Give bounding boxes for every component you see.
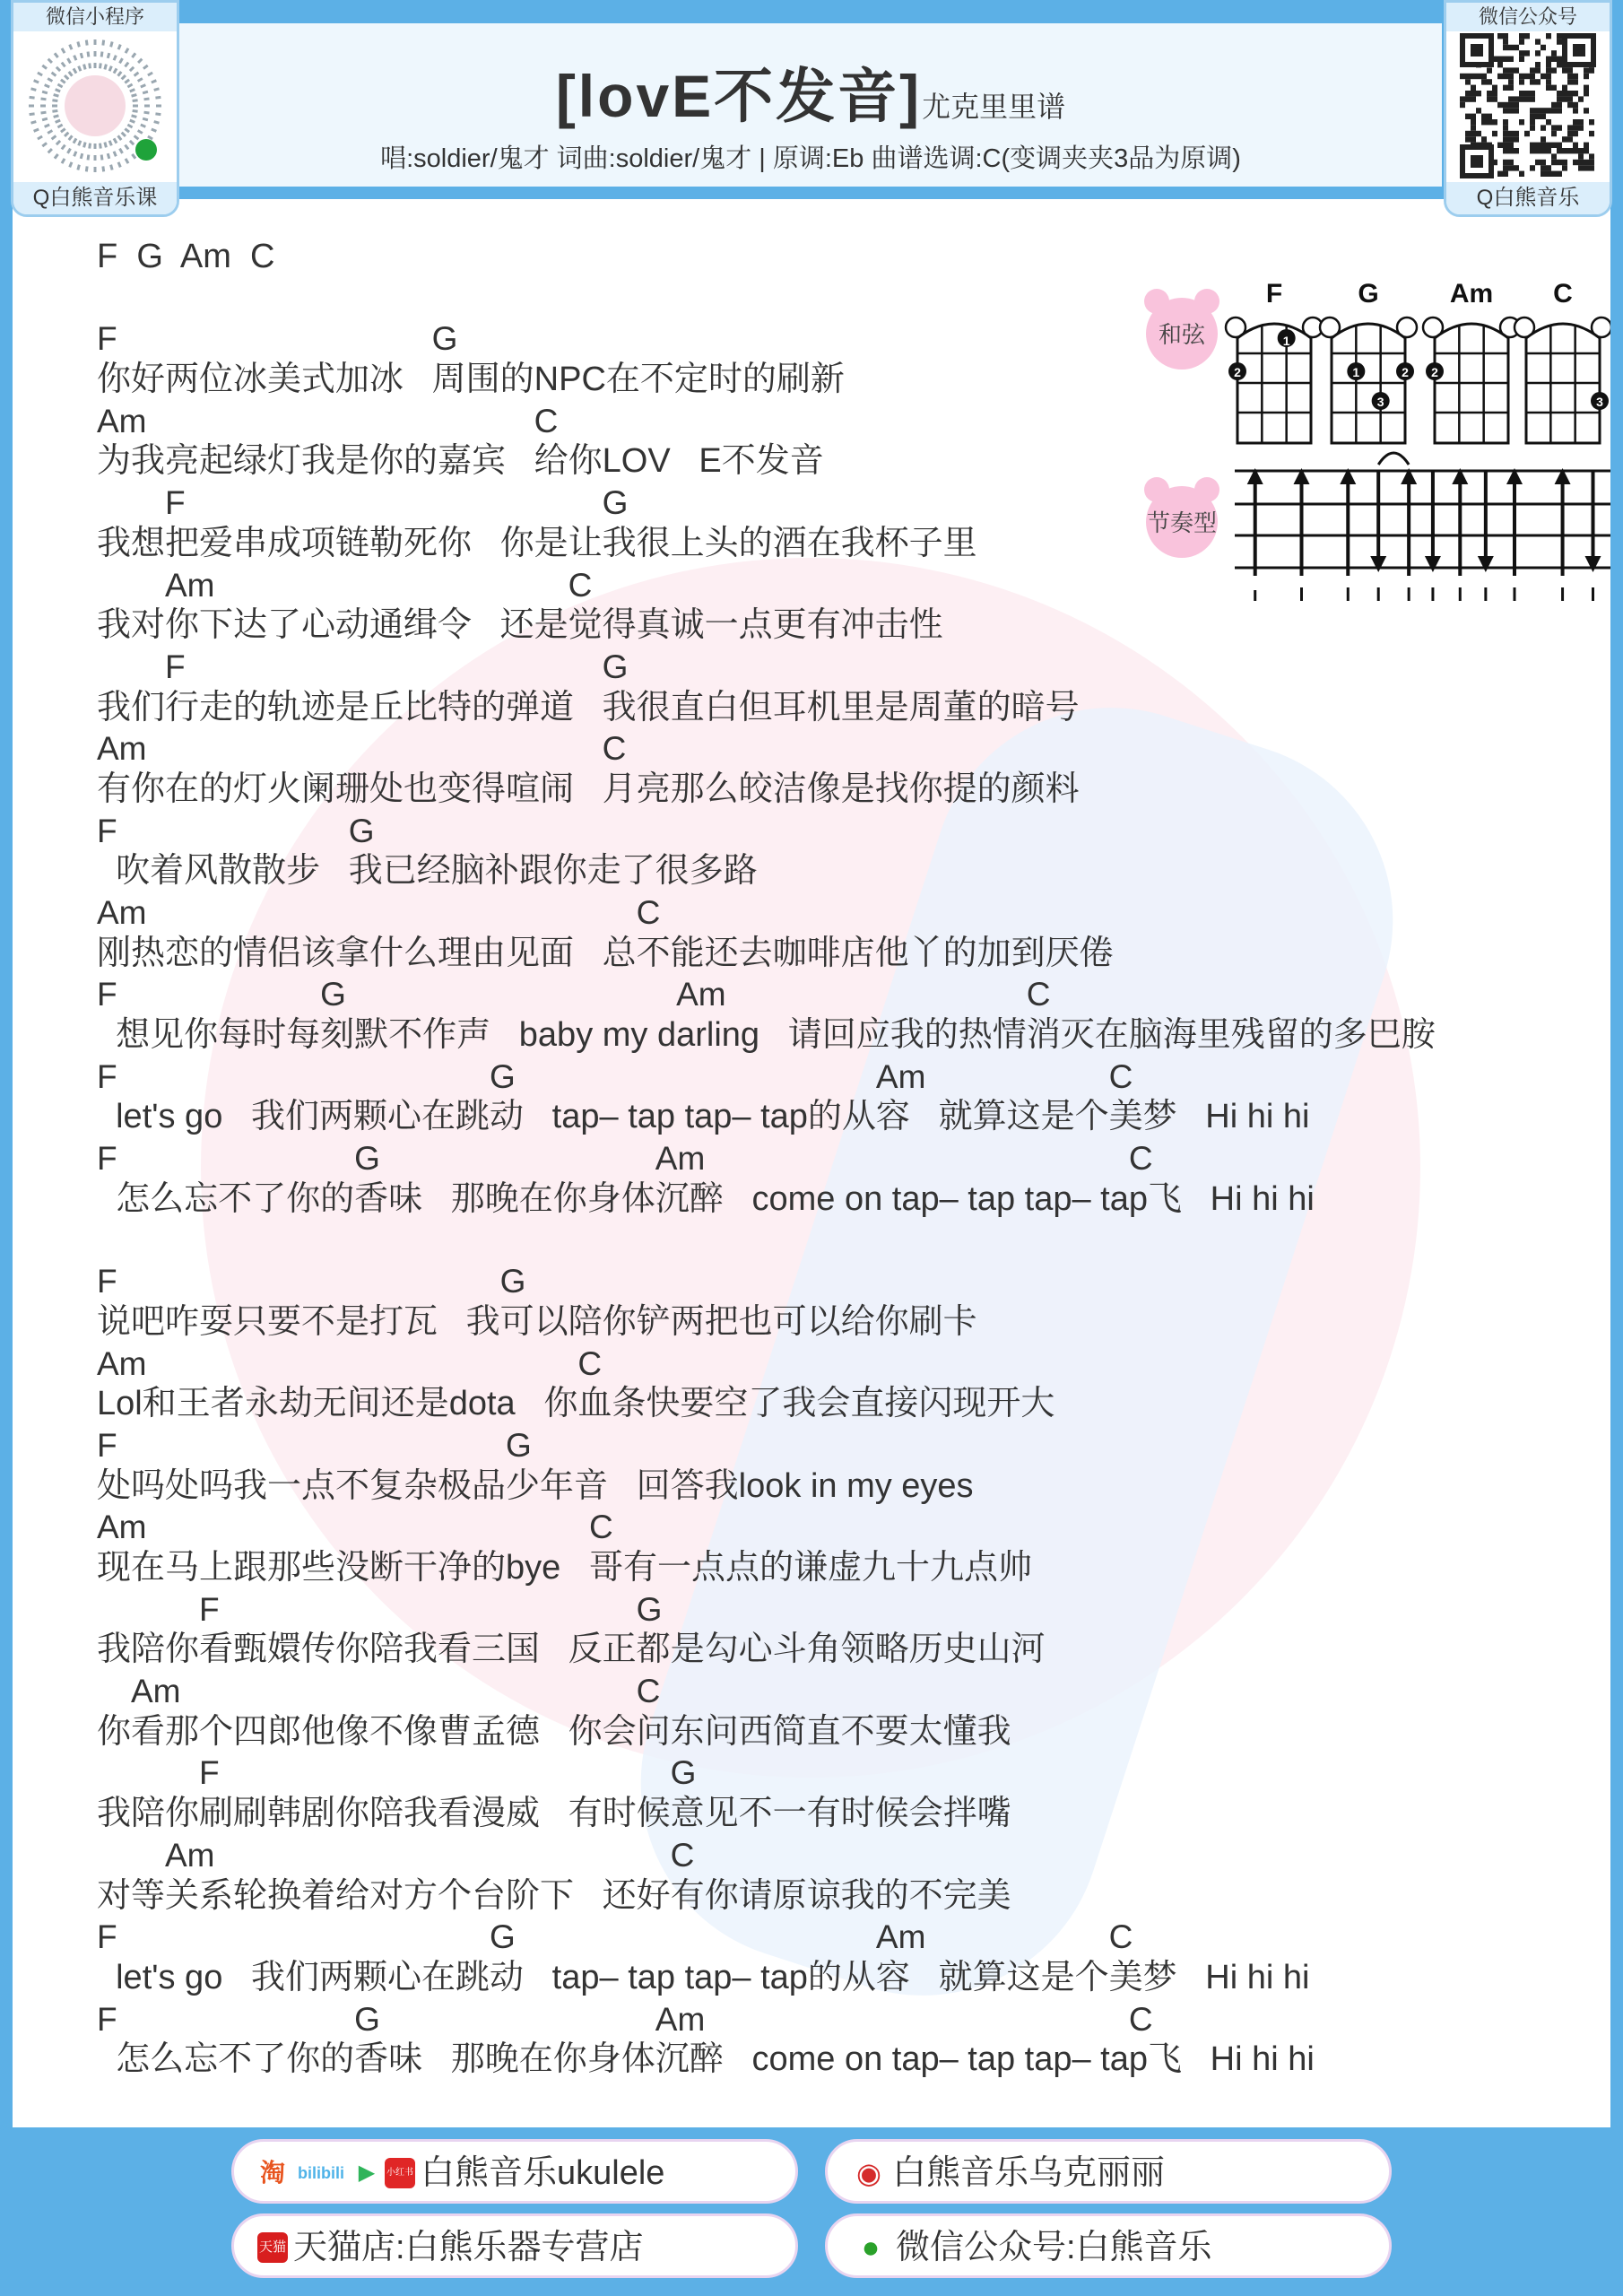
chord-label: G	[499, 1263, 526, 1300]
svg-text:2: 2	[1234, 365, 1241, 379]
chord-label: C	[534, 402, 559, 439]
strum-up-arrow	[1506, 468, 1523, 576]
chord-line	[97, 892, 1532, 934]
xiaohongshu-icon: 小红书	[385, 2158, 415, 2188]
chord-label: Am	[676, 976, 726, 1013]
finger-dot	[1347, 362, 1365, 380]
chord-label: C	[636, 1673, 661, 1710]
finger-dot	[1396, 362, 1414, 380]
footer-link-label: 天猫店:白熊乐器专营店	[293, 2228, 644, 2266]
lyric-line: 你看那个四郎他像不像曹孟德 你会问东问西简直不要太懂我	[97, 1712, 1011, 1751]
chord-label: C	[670, 1836, 695, 1874]
chord-label: F	[97, 1918, 117, 1956]
chord-label: G	[602, 484, 629, 522]
qr-bottom-label: Q白熊音乐课	[13, 182, 177, 214]
sheet-area	[13, 199, 1610, 2127]
chord-diagram-G	[1320, 279, 1417, 443]
chord-line	[97, 1835, 1532, 1876]
finger-dot	[1228, 362, 1246, 380]
chord-label: Am	[97, 1344, 147, 1382]
svg-text:1: 1	[1352, 365, 1360, 379]
chord-name: F	[1265, 279, 1283, 309]
chord-label: Am	[655, 2000, 706, 2038]
lyric-line: 吹着风散散步 我已经脑补跟你走了很多路	[97, 852, 758, 891]
lyric-line: let's go 我们两颗心在跳动 tap– tap tap– tap的从容 就算这是个美梦 Hi hi hi	[97, 1958, 1310, 1996]
lyric-line: 为我亮起绿灯我是你的嘉宾 给你LOV E不发音	[97, 442, 824, 481]
footer-link-label: 微信公众号:白熊音乐	[896, 2228, 1212, 2266]
chord-line	[97, 1752, 1532, 1794]
svg-text:3: 3	[1596, 395, 1603, 409]
chord-label: G	[354, 1140, 380, 1178]
blank-line	[97, 1221, 1532, 1262]
chord-label: Am	[131, 1673, 181, 1710]
mini-program-code-icon	[13, 31, 177, 180]
chord-badge	[1144, 289, 1219, 370]
taobao-icon: 淘	[259, 2158, 285, 2187]
chord-line	[97, 1507, 1532, 1548]
chord-label: Am	[875, 1918, 926, 1956]
chord-label: Am	[97, 402, 147, 439]
chord-label: C	[1128, 2000, 1153, 2038]
qr-code-icon	[1446, 31, 1610, 180]
bilibili-icon: bilibili	[298, 2163, 344, 2182]
chord-line	[97, 811, 1532, 852]
footer-link[interactable]	[231, 2213, 798, 2278]
chord-line	[97, 1589, 1532, 1631]
chord-label: G	[602, 648, 629, 685]
strum-up-arrow	[1294, 468, 1310, 576]
weibo-icon: ◉	[856, 2156, 881, 2189]
svg-text:节奏型: 节奏型	[1146, 509, 1218, 536]
strum-up-arrow	[1340, 468, 1356, 576]
chord-label: G	[320, 976, 346, 1013]
chord-line	[97, 1138, 1532, 1179]
strum-down-arrow	[1478, 471, 1494, 572]
official-account-qr[interactable]	[1444, 0, 1612, 217]
lyric-line: 处吗处吗我一点不复杂极品少年音 回答我look in my eyes	[97, 1466, 974, 1505]
footer-link[interactable]	[825, 2139, 1392, 2204]
chord-line	[97, 1261, 1532, 1302]
header-panel	[179, 23, 1442, 194]
chord-label: Am	[875, 1057, 926, 1095]
lyric-line: let's go 我们两颗心在跳动 tap– tap tap– tap的从容 就算这是个美梦 Hi hi hi	[97, 1098, 1310, 1136]
lyric-line: 有你在的灯火阑珊处也变得喧闹 月亮那么皎洁像是找你提的颜料	[97, 770, 1080, 808]
strum-down-arrow	[1370, 471, 1386, 572]
svg-text:3: 3	[1376, 395, 1384, 409]
chord-name: Am	[1449, 279, 1494, 309]
footer-link-label: 白熊音乐乌克丽丽	[892, 2153, 1166, 2192]
lyric-line: Lol和王者永劫无间还是dota 你血条快要空了我会直接闪现开大	[97, 1385, 1055, 1423]
lyric-line: 我对你下达了心动通缉令 还是觉得真诚一点更有冲击性	[97, 606, 943, 645]
strum-up-arrow	[1555, 468, 1571, 576]
qr-top-label: 微信小程序	[13, 3, 177, 31]
chord-label: C	[568, 566, 593, 604]
chord-label: C	[636, 894, 661, 931]
chord-label: G	[636, 1590, 663, 1628]
strum-down-arrow	[1585, 471, 1601, 572]
qr-top-label: 微信公众号	[1446, 3, 1610, 31]
chord-label: G	[506, 1426, 532, 1464]
svg-text:1: 1	[1282, 334, 1290, 348]
chord-label: C	[1128, 1140, 1153, 1178]
lyric-line: 对等关系轮换着给对方个台阶下 还好有你请原谅我的不完美	[97, 1876, 1011, 1915]
chord-and-rhythm-panel	[1121, 242, 1610, 601]
chord-label: F	[97, 1426, 117, 1464]
lyric-line: 你好两位冰美式加冰 周围的NPC在不定时的刷新	[97, 361, 845, 399]
chord-label: F	[199, 1590, 220, 1628]
chord-line	[97, 728, 1532, 770]
chord-name: C	[1553, 279, 1573, 309]
lyric-line: 现在马上跟那些没断干净的bye 哥有一点点的谦虚九十九点帅	[97, 1549, 1032, 1587]
chord-label: G	[431, 320, 458, 358]
title-suffix: 尤克里里谱	[922, 91, 1066, 123]
tmall-icon: 天猫	[257, 2232, 288, 2263]
song-credits: 唱:soldier/鬼才 词曲:soldier/鬼才 | 原调:Eb 曲谱选调:C(变调夹夹3品为原调)	[380, 144, 1241, 173]
footer-link[interactable]	[231, 2139, 798, 2204]
lyric-line: 想见你每时每刻默不作声 baby my darling 请回应我的热情消灭在脑海里残留的多巴胺	[97, 1016, 1436, 1055]
chord-diagram-Am	[1423, 279, 1520, 443]
chord-label: Am	[97, 894, 147, 931]
chord-diagram-F	[1226, 279, 1323, 443]
chord-line	[97, 974, 1532, 1015]
video-icon: ▶	[358, 2160, 376, 2185]
lyric-line: 刚热恋的情侣该拿什么理由见面 总不能还去咖啡店他丫的加到厌倦	[97, 934, 1114, 972]
chord-label: Am	[165, 1836, 215, 1874]
chord-label: Am	[655, 1140, 706, 1178]
chord-label: C	[602, 730, 627, 768]
chord-label: F	[97, 1057, 117, 1095]
chord-label: G	[348, 812, 375, 849]
chord-label: C	[588, 1509, 613, 1546]
strum-up-arrow	[1247, 468, 1263, 576]
chord-label: F	[97, 320, 117, 358]
chord-label: Am	[97, 1509, 147, 1546]
mini-program-qr[interactable]	[11, 0, 179, 217]
chord-diagram-C	[1515, 279, 1610, 443]
chord-line	[97, 1425, 1532, 1466]
wechat-icon: ●	[861, 2230, 881, 2265]
strum-up-arrow	[1401, 468, 1417, 576]
chord-label: F	[97, 1263, 117, 1300]
qr-bottom-label: Q白熊音乐	[1446, 182, 1610, 214]
strum-down-arrow	[1425, 471, 1441, 572]
lyric-line: 怎么忘不了你的香味 那晚在你身体沉醉 come on tap– tap tap– tap飞 Hi hi hi	[97, 2040, 1315, 2079]
chord-name: G	[1358, 279, 1379, 309]
chord-label: G	[490, 1918, 516, 1956]
footer-link-label: 白熊音乐ukulele	[421, 2153, 665, 2192]
strum-up-arrow	[1452, 468, 1468, 576]
lyric-line: 我陪你看甄嬛传你陪我看三国 反正都是勾心斗角领略历史山河	[97, 1631, 1046, 1669]
chord-label: F	[165, 648, 186, 685]
chord-label: F	[97, 2000, 117, 2038]
chord-line	[97, 1344, 1532, 1385]
chord-label: Am	[97, 730, 147, 768]
chord-label: C	[577, 1344, 603, 1382]
chord-label: F	[97, 1140, 117, 1178]
finger-dot	[1426, 362, 1444, 380]
rhythm-badge	[1144, 477, 1219, 558]
chord-label: G	[490, 1057, 516, 1095]
chord-label: F	[165, 484, 186, 522]
finger-dot	[1372, 392, 1390, 410]
svg-text:2: 2	[1431, 365, 1438, 379]
chord-label: C	[1108, 1918, 1133, 1956]
svg-text:和弦: 和弦	[1158, 321, 1206, 348]
lyric-line: 说吧咋耍只要不是打瓦 我可以陪你铲两把也可以给你刷卡	[97, 1302, 977, 1341]
finger-dot	[1591, 392, 1609, 410]
svg-text:2: 2	[1402, 365, 1409, 379]
chord-line	[97, 1917, 1532, 1958]
chord-line	[97, 1671, 1532, 1712]
footer-link[interactable]	[825, 2213, 1392, 2278]
chord-label: F	[199, 1754, 220, 1792]
lyric-line: 怎么忘不了你的香味 那晚在你身体沉醉 come on tap– tap tap– tap飞 Hi hi hi	[97, 1179, 1315, 1218]
chord-label: G	[354, 2000, 380, 2038]
chord-label: G	[670, 1754, 697, 1792]
intro-chords: F G Am C	[97, 238, 275, 275]
chord-label: F	[97, 976, 117, 1013]
song-title: [lovE不发音]尤克里里谱	[555, 63, 1066, 129]
lyric-line: 我们行走的轨迹是丘比特的弹道 我很直白但耳机里是周董的暗号	[97, 688, 1080, 726]
chord-label: C	[1026, 976, 1051, 1013]
chord-label: Am	[165, 566, 215, 604]
lyric-line: 我陪你刷刷韩剧你陪我看漫威 有时候意见不一有时候会拌嘴	[97, 1795, 1011, 1833]
chord-line	[97, 1057, 1532, 1098]
lyric-line: 我想把爱串成项链勒死你 你是让我很上头的酒在我杯子里	[97, 524, 977, 562]
chord-line	[97, 647, 1532, 688]
chord-label: C	[1108, 1057, 1133, 1095]
chord-line	[97, 1999, 1532, 2040]
chord-label: F	[97, 812, 117, 849]
